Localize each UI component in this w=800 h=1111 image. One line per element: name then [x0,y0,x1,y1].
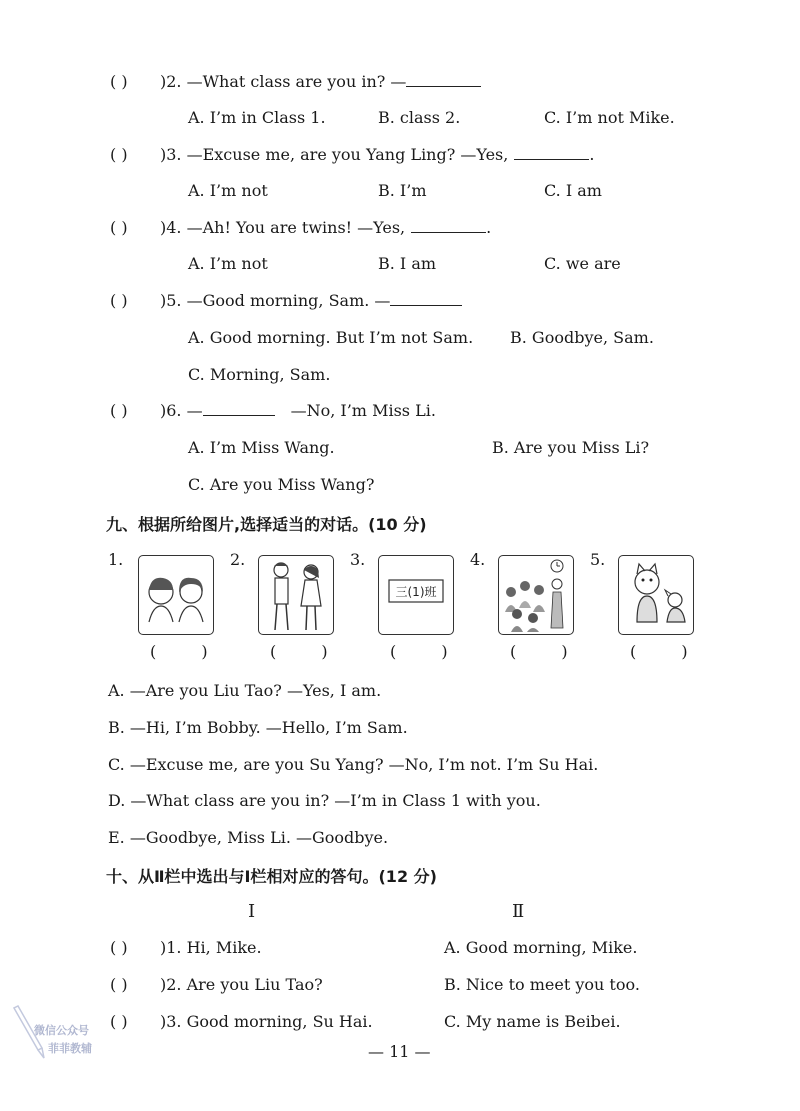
dialogue-c: C. —Excuse me, are you Su Yang? —No, I’m not. I’m Su Hai. [108,755,599,774]
option-c: C. we are [544,254,621,273]
answer-paren[interactable]: ( ) [110,975,128,994]
option-a: A. I’m not [188,254,268,273]
question-stem: )5. —Good morning, Sam. — [160,291,462,310]
option-c: C. I’m not Mike. [544,108,675,127]
watermark [8,1000,128,1066]
answer-blank[interactable] [390,291,462,306]
page-number: — 11 — [368,1042,431,1061]
question-stem: )2. —What class are you in? — [160,72,481,91]
answer-paren[interactable]: ( ) [110,218,128,237]
option-b: B. Goodbye, Sam. [510,328,654,347]
picture-5-cat-and-dog [618,555,694,635]
picture-answer-paren[interactable]: ( ) [150,642,228,661]
dialogue-d: D. —What class are you in? —I’m in Class 1 with you. [108,791,541,810]
answer-paren[interactable]: ( ) [110,72,128,91]
picture-answer-paren[interactable]: ( ) [510,642,588,661]
answer-blank[interactable] [406,72,481,87]
answer-paren[interactable]: ( ) [110,401,128,420]
match-right-b: B. Nice to meet you too. [444,975,640,994]
option-b: B. class 2. [378,108,461,127]
column-1-header: Ⅰ [248,901,256,922]
watermark-line-2: 菲菲教辅 [48,1042,92,1055]
picture-answer-paren[interactable]: ( ) [270,642,348,661]
question-stem: )6. — —No, I’m Miss Li. [160,401,436,420]
picture-number: 5. [590,550,606,569]
answer-paren[interactable]: ( ) [110,291,128,310]
picture-2-two-people [258,555,334,635]
question-stem: )4. —Ah! You are twins! —Yes, . [160,218,492,237]
picture-1-two-kids [138,555,214,635]
class-sign-text: 三(1)班 [395,585,437,599]
picture-answer-paren[interactable]: ( ) [390,642,468,661]
answer-paren[interactable]: ( ) [110,145,128,164]
option-b: B. Are you Miss Li? [492,438,650,457]
answer-paren[interactable]: ( ) [110,1012,128,1031]
match-left-3: )3. Good morning, Su Hai. [160,1012,373,1031]
option-a: A. Good morning. But I’m not Sam. [188,328,474,347]
column-2-header: Ⅱ [512,901,525,922]
option-c: C. Are you Miss Wang? [188,475,375,494]
dialogue-a: A. —Are you Liu Tao? —Yes, I am. [108,681,382,700]
option-b: B. I am [378,254,437,273]
option-a: A. I’m Miss Wang. [188,438,335,457]
match-left-1: )1. Hi, Mike. [160,938,262,957]
question-stem: )3. —Excuse me, are you Yang Ling? —Yes, . [160,145,595,164]
dialogue-e: E. —Goodbye, Miss Li. —Goodbye. [108,828,389,847]
answer-blank[interactable] [514,145,589,160]
answer-blank[interactable] [411,218,486,233]
picture-number: 1. [108,550,124,569]
answer-paren[interactable]: ( ) [110,938,128,957]
match-right-c: C. My name is Beibei. [444,1012,621,1031]
dialogue-b: B. —Hi, I’m Bobby. —Hello, I’m Sam. [108,718,408,737]
match-left-2: )2. Are you Liu Tao? [160,975,323,994]
picture-3-class-sign [378,555,454,635]
match-right-a: A. Good morning, Mike. [444,938,638,957]
section-9-title: 九、根据所给图片,选择适当的对话。(10 分) [106,515,427,534]
picture-number: 4. [470,550,486,569]
picture-number: 3. [350,550,366,569]
option-a: A. I’m not [188,181,268,200]
picture-answer-paren[interactable]: ( ) [630,642,708,661]
option-a: A. I’m in Class 1. [188,108,326,127]
section-10-title: 十、从Ⅱ栏中选出与Ⅰ栏相对应的答句。(12 分) [106,867,437,886]
picture-4-classroom [498,555,574,635]
option-c: C. I am [544,181,602,200]
watermark-line-1: 微信公众号 [34,1024,89,1037]
answer-blank[interactable] [203,401,275,416]
picture-number: 2. [230,550,246,569]
option-b: B. I’m [378,181,427,200]
option-c: C. Morning, Sam. [188,365,331,384]
